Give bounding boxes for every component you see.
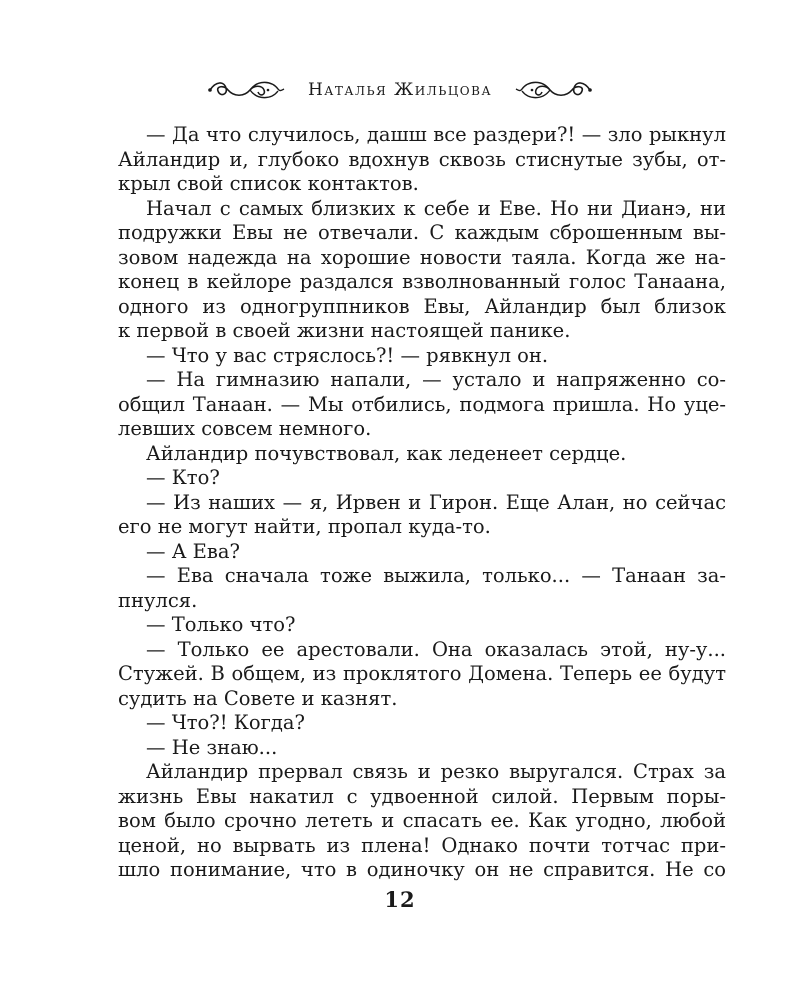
text-line: пнулся. <box>118 588 198 612</box>
text-line: шло понимание, что в одиночку он не справится. Не со <box>118 858 726 881</box>
text-line: ценой, но вырвать из плена! Однако почти тотчас при- <box>118 833 726 857</box>
text-line: — Ева сначала тоже выжила, только... — Танаан за- <box>146 564 726 587</box>
text-line: общил Танаан. — Мы отбились, подмога пришла. Но уце- <box>118 392 726 416</box>
running-header <box>0 72 800 108</box>
text-line: его не могут найти, пропал куда-то. <box>118 515 491 538</box>
text-line: — Только что? <box>146 613 296 636</box>
page-number: 12 <box>384 887 416 912</box>
text-line: Начал с самых близких к себе и Еве. Но ни Дианэ, ни <box>146 196 726 220</box>
text-line: подружки Евы не отвечали. С каждым сброшенным вы- <box>118 221 726 244</box>
text-line: — Только ее арестовали. Она оказалась этой, ну-у... <box>146 637 726 661</box>
text-line: к первой в своей жизни настоящей панике. <box>118 319 571 342</box>
text-line: судить на Совете и казнят. <box>118 686 398 710</box>
text-line: — Что у вас стряслось?! — рявкнул он. <box>146 343 549 367</box>
text-line: Стужей. В общем, из проклятого Домена. Теперь ее будут <box>118 662 726 685</box>
text-line: — Из наших — я, Ирвен и Гирон. Еще Алан, но сейчас <box>146 490 726 514</box>
text-line: Айландир почувствовал, как леденеет сердце. <box>146 441 627 465</box>
text-line: крыл свой список контактов. <box>118 172 419 195</box>
text-line: — Да что случилось, дашш все раздери?! — зло рыкнул <box>146 123 726 146</box>
text-line: Айландир прервал связь и резко выругался. Страх за <box>146 760 726 783</box>
text-line: вом было срочно лететь и спасать ее. Как угодно, любой <box>118 809 726 832</box>
text-line: конец в кейлоре раздался взволнованный голос Танаана, <box>118 270 726 293</box>
text-line: — На гимназию напали, — устало и напряженно со- <box>146 368 726 391</box>
text-line: — Кто? <box>146 466 220 489</box>
body-text <box>118 123 726 883</box>
text-line: жизнь Евы накатил с удвоенной силой. Первым поры- <box>118 784 726 808</box>
right-flourish-ornament <box>514 77 594 103</box>
text-line: Айландир и, глубоко вдохнув сквозь стиснутые зубы, от- <box>118 147 726 171</box>
left-flourish-ornament <box>206 77 286 103</box>
text-line: — А Ева? <box>146 539 240 563</box>
text-line: одного из одногруппников Евы, Айландир был близок <box>118 294 726 318</box>
text-line: — Не знаю... <box>146 735 278 759</box>
text-line: — Что?! Когда? <box>146 711 305 734</box>
text-line: левших совсем немного. <box>118 417 372 440</box>
text-line: зовом надежда на хорошие новости таяла. Когда же на- <box>118 245 726 269</box>
author-running-head: Наталья Жильцова <box>307 80 493 100</box>
